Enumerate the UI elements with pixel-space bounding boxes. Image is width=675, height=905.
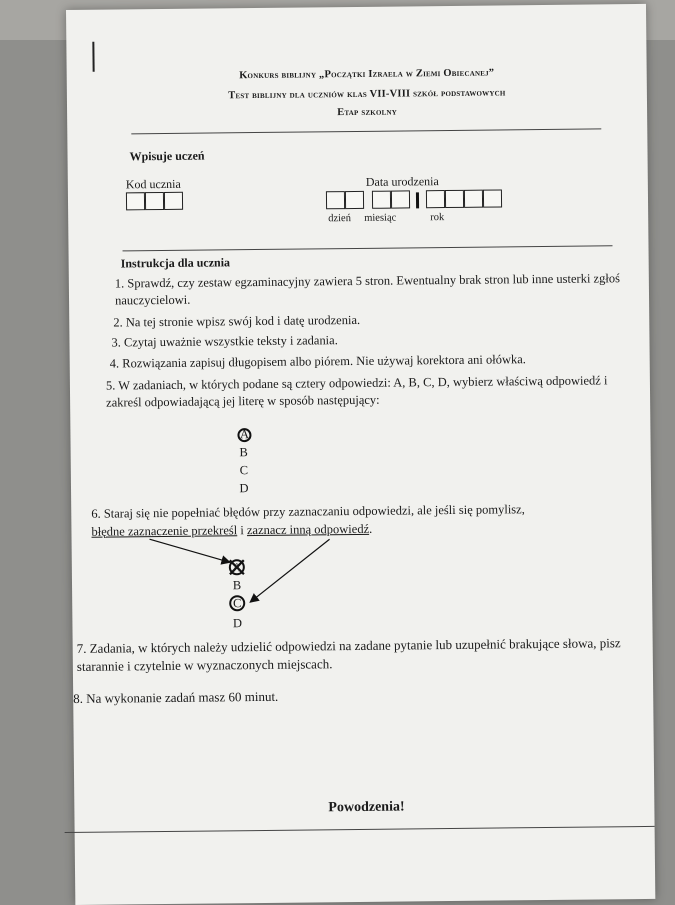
example-letter-c: C — [239, 463, 249, 478]
stage-title: Etap szkolny — [337, 106, 398, 119]
instruction-3: 3. Czytaj uważnie wszystkie teksty i zadania. — [111, 333, 338, 350]
student-section-title: Wpisuje uczeń — [129, 148, 205, 164]
month-label: miesiąc — [364, 212, 397, 224]
instructions-title: Instrukcja dla ucznia — [120, 255, 231, 271]
instruction-6: 6. Staraj się nie popełniać błędów przy zaznaczaniu odpowiedzi, ale jeśli się pomylisz, — [91, 502, 525, 521]
example2-letter-a: A — [232, 560, 242, 575]
instruction-4: 4. Rozwiązania zapisuj długopisem albo piórem. Nie używaj korektora ani ołówka. — [109, 352, 526, 371]
example-letter-b: B — [239, 445, 248, 460]
mark-other-text: zaznacz inną odpowiedź — [246, 521, 370, 538]
test-title: Test biblijny dla uczniów klas VII-VIII szkół podstawowych — [228, 87, 506, 102]
period-text: . — [369, 521, 373, 536]
birth-date-label: Data urodzenia — [365, 174, 439, 189]
instruction-8: 8. Na wykonanie zadań masz 60 minut. — [73, 688, 279, 706]
instruction-5: 5. W zadaniach, w których podane są cztery odpowiedzi: A, B, C, D, wybierz właściwą odpowiedź i zakreśl odpowiadającą jej literę w sposób następujący: — [105, 373, 608, 410]
example2-letter-d: D — [232, 616, 243, 631]
example2-letter-c: C — [232, 596, 242, 611]
instruction-1: 1. Sprawdź, czy zestaw egzaminacyjny zawiera 5 stron. Ewentualny brak stron lub inne usterki zgłoś nauczycielowi. — [114, 271, 620, 308]
correction-arrows — [66, 4, 673, 650]
year-label: rok — [430, 212, 445, 224]
footer-divider — [65, 826, 655, 833]
student-code-label: Kod ucznia — [125, 176, 181, 192]
exam-page — [66, 4, 655, 905]
instruction-7: 7. Zadania, w których należy udzielić odpowiedzi na zadane pytanie lub uzupełnić brakujące słowa, pisz starannie i czytelnie w wyznaczonych miejscach. — [76, 635, 621, 674]
contest-title: Konkurs biblijny „Początki Izraela w Ziemi Obiecanej” — [239, 67, 495, 82]
example-letter-a: A — [239, 427, 250, 442]
day-label: dzień — [328, 213, 352, 225]
instruction-2: 2. Na tej stronie wpisz swój kod i datę urodzenia. — [113, 312, 361, 330]
example2-letter-b: B — [232, 578, 242, 593]
strike-wrong-text: błędne zaznaczenie przekreśl — [91, 523, 238, 539]
and-text: i — [237, 523, 247, 538]
example-letter-d: D — [239, 481, 249, 496]
good-luck-text: Powodzenia! — [328, 799, 405, 816]
